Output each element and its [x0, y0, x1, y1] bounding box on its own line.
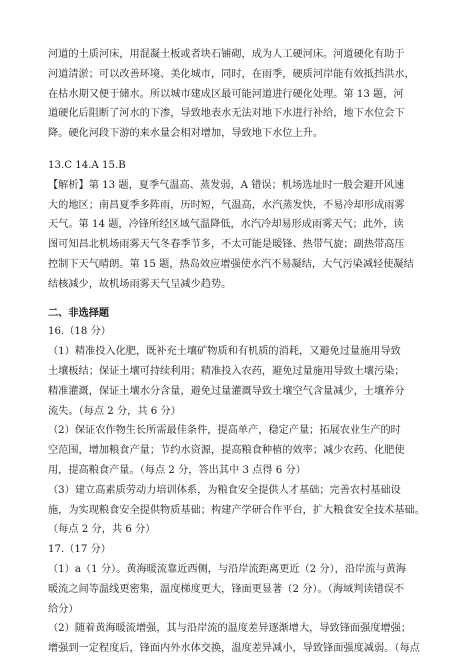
text-line: 增强到一定程度后，锋面内外水体交换，温度差异减小，导致锋面强度减弱。（每点	[48, 643, 420, 655]
text-line: 道硬化后阻断了河水的下渗，导致地表水无法对地下水进行补给，地下水位会下	[48, 108, 405, 120]
text-line: 精准灌溉，保证土壤水分含量，避免过量灌溉导致土壤空气含量减少，土壤养分	[48, 385, 405, 397]
analysis-line: 天气。第 14 题，冷锋所经区域气温降低，水汽冷却易形成雨雾天气；此外，读	[48, 219, 404, 231]
text-line: 河道的土质河床，用混凝土板或者块石铺砌，成为人工硬河床。河道硬化有助于	[48, 49, 405, 60]
text-line: 给分）	[48, 603, 79, 615]
text-line: 空范围，增加粮食产量；节约水资源，提高粮食种植的效率；减少农药、化肥使	[48, 445, 405, 457]
analysis-line: 图可知昌北机场雨雾天气冬春季节多，不太可能是暖锋、热带气旋；副热带高压	[48, 239, 405, 251]
text-line: 流失。（每点 2 分，共 6 分）	[48, 405, 181, 417]
text-line: 施，为实现粮食安全提供物质基础；构建产学研合作平台，扩大粮食安全技术基础。	[48, 504, 425, 516]
answer-key: 13.C 14.A 15.B	[48, 160, 126, 171]
text-line: （1）精准投入化肥，既补充土壤矿物质和有机质的消耗，又避免过量施用导致	[48, 346, 401, 358]
analysis-line: 大的地区；南昌夏季多阵雨，历时短，气温高，水汽蒸发快，不易冷却形成雨雾	[48, 199, 405, 211]
text-line: 土壤板结；保证土壤可持续利用；精准投入农药，避免过量施用导致土壤污染；	[48, 366, 405, 377]
text-line: 暖流之间等温线更密集，温度梯度更大，锋面更显著（2 分）。（海域判读错误不	[48, 583, 405, 595]
text-line: （3）建立高素质劳动力培训体系，为粮食安全提供人才基础；完善农村基础设	[48, 484, 401, 496]
analysis-line: 【解析】第 13 题，夏季气温高、蒸发弱，A 错误；机场选址时一般会避开风速	[48, 179, 405, 191]
question-heading: 16.（18 分）	[48, 326, 111, 338]
text-line: （1）a（1 分）。黄海暖流靠近西侧，与沿岸流距离更近（2 分），沿岸流与黄海	[48, 564, 406, 575]
text-line: 降。硬化河段下游的来水量会相对增加，导致地下水位上升。	[48, 128, 324, 140]
text-line: 用，提高粮食产量。（每点 2 分，答出其中 3 点得 6 分）	[48, 465, 306, 476]
text-line: （每点 2 分，共 6 分）	[48, 524, 156, 536]
section-heading: 二、非选择题	[48, 306, 110, 319]
text-line: 在枯水期又便于储水。所以城市建成区最可能河道进行硬化处理。第 13 题，河	[48, 88, 404, 100]
question-heading: 17.（17 分）	[48, 544, 111, 556]
text-line: 河道清淤；可以改善环境、美化城市，同时，在雨季，硬质河岸能有效抵挡洪水，	[48, 68, 415, 80]
analysis-line: 控制下天气晴朗。第 15 题，热岛效应增强使水汽不易凝结，大气污染减轻使凝结	[48, 259, 414, 270]
text-line: （2）保证农作物生长所需最佳条件，提高单产，稳定产量；拓展农业生产的时	[48, 425, 401, 437]
analysis-line: 结核减少，故机场雨雾天气呈减少趋势。	[48, 278, 232, 290]
text-line: （2）随着黄海暖流增强，其与沿岸流的温度差异逐渐增大，导致锋面强度增强；	[48, 623, 412, 635]
